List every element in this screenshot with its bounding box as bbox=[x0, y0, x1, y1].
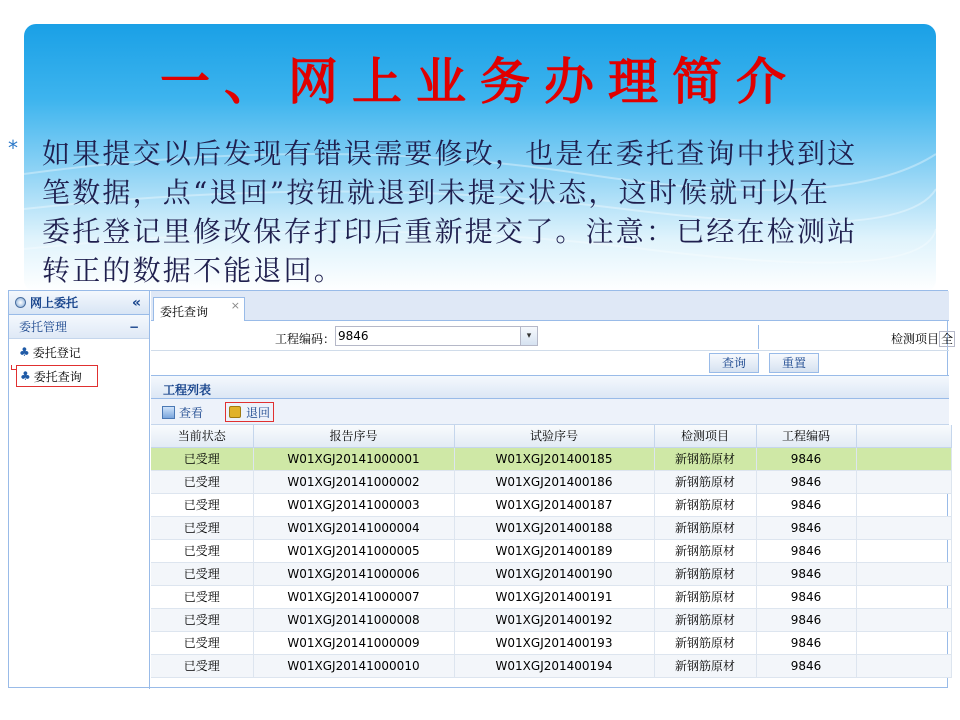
tab-label: 委托查询 bbox=[160, 305, 209, 319]
cell-status: 已受理 bbox=[151, 562, 253, 585]
table-row[interactable] bbox=[151, 631, 951, 654]
cell-test-item: 新钢筋原材 bbox=[654, 539, 756, 562]
cell-project-code: 9846 bbox=[756, 562, 856, 585]
cell-test-no: W01XGJ201400186 bbox=[454, 470, 654, 493]
cell-status: 已受理 bbox=[151, 654, 253, 677]
cell-extra bbox=[856, 562, 951, 585]
column-header[interactable] bbox=[856, 425, 951, 447]
cell-extra bbox=[856, 447, 951, 470]
table-row[interactable] bbox=[151, 654, 951, 677]
sidebar-section-header[interactable] bbox=[9, 315, 149, 339]
view-button-label: 查看 bbox=[179, 405, 204, 420]
table-row[interactable] bbox=[151, 470, 951, 493]
cell-report-no: W01XGJ20141000003 bbox=[253, 493, 454, 516]
cell-test-item: 新钢筋原材 bbox=[654, 608, 756, 631]
table-row[interactable] bbox=[151, 562, 951, 585]
cell-test-no: W01XGJ201400189 bbox=[454, 539, 654, 562]
sidebar-section-label: 委托管理 bbox=[19, 320, 68, 334]
filter-buttons bbox=[151, 351, 949, 375]
cell-project-code: 9846 bbox=[756, 516, 856, 539]
cell-project-code: 9846 bbox=[756, 631, 856, 654]
reset-button[interactable]: 重置 bbox=[769, 353, 819, 373]
cell-test-no: W01XGJ201400188 bbox=[454, 516, 654, 539]
section-toggle-button[interactable]: − bbox=[128, 319, 139, 334]
cell-extra bbox=[856, 608, 951, 631]
collapse-sidebar-button[interactable]: « bbox=[131, 294, 141, 311]
cell-report-no: W01XGJ20141000001 bbox=[253, 447, 454, 470]
tab-bar bbox=[151, 291, 949, 321]
column-header[interactable]: 试验序号 bbox=[454, 425, 654, 447]
cell-report-no: W01XGJ20141000004 bbox=[253, 516, 454, 539]
annotation-mark bbox=[11, 365, 17, 370]
cell-report-no: W01XGJ20141000007 bbox=[253, 585, 454, 608]
grid-toolbar bbox=[151, 399, 949, 425]
table-row[interactable] bbox=[151, 608, 951, 631]
sidebar-header-label: 网上委托 bbox=[30, 296, 79, 310]
chevron-down-icon[interactable]: ▾ bbox=[520, 327, 537, 345]
tree-node-icon: ♣ bbox=[20, 369, 31, 383]
lock-icon bbox=[229, 406, 241, 418]
table-header-row bbox=[151, 425, 951, 447]
cell-test-item: 新钢筋原材 bbox=[654, 493, 756, 516]
project-code-combobox[interactable] bbox=[335, 326, 538, 346]
cell-extra bbox=[856, 585, 951, 608]
cell-extra bbox=[856, 516, 951, 539]
cell-project-code: 9846 bbox=[756, 654, 856, 677]
test-item-label: 检测项目 全 bbox=[891, 332, 954, 346]
paragraph-line: 委托登记里修改保存打印后重新提交了。注意：已经在检测站 bbox=[42, 215, 858, 248]
cell-status: 已受理 bbox=[151, 539, 253, 562]
cell-extra bbox=[856, 470, 951, 493]
table-row[interactable] bbox=[151, 539, 951, 562]
paragraph-line: 如果提交以后发现有错误需要修改，也是在委托查询中找到这 bbox=[42, 137, 858, 170]
project-table bbox=[151, 425, 952, 678]
cell-status: 已受理 bbox=[151, 608, 253, 631]
cell-extra bbox=[856, 493, 951, 516]
cell-project-code: 9846 bbox=[756, 608, 856, 631]
cell-project-code: 9846 bbox=[756, 493, 856, 516]
cell-report-no: W01XGJ20141000002 bbox=[253, 470, 454, 493]
cell-status: 已受理 bbox=[151, 585, 253, 608]
view-icon bbox=[162, 406, 175, 419]
cell-status: 已受理 bbox=[151, 516, 253, 539]
close-icon[interactable]: × bbox=[230, 299, 240, 312]
column-header[interactable]: 工程编码 bbox=[756, 425, 856, 447]
paragraph-line: 转正的数据不能退回。 bbox=[42, 254, 345, 287]
filter-divider bbox=[758, 325, 759, 349]
cell-test-no: W01XGJ201400193 bbox=[454, 631, 654, 654]
tree-node-icon: ♣ bbox=[19, 345, 30, 359]
main-panel bbox=[151, 291, 954, 689]
project-code-label: 工程编码： bbox=[275, 332, 336, 346]
tab-query[interactable] bbox=[153, 297, 245, 321]
cell-extra bbox=[856, 631, 951, 654]
slide-paragraph bbox=[42, 134, 908, 290]
cell-status: 已受理 bbox=[151, 470, 253, 493]
table-row[interactable] bbox=[151, 493, 951, 516]
cell-status: 已受理 bbox=[151, 493, 253, 516]
grid-title: 工程列表 bbox=[151, 375, 949, 399]
cell-test-no: W01XGJ201400190 bbox=[454, 562, 654, 585]
table-row[interactable] bbox=[151, 585, 951, 608]
cell-report-no: W01XGJ20141000009 bbox=[253, 631, 454, 654]
return-button[interactable] bbox=[225, 402, 274, 422]
cell-report-no: W01XGJ20141000008 bbox=[253, 608, 454, 631]
column-header[interactable]: 当前状态 bbox=[151, 425, 253, 447]
column-header[interactable]: 报告序号 bbox=[253, 425, 454, 447]
cell-test-item: 新钢筋原材 bbox=[654, 585, 756, 608]
cell-test-item: 新钢筋原材 bbox=[654, 654, 756, 677]
return-button-label: 退回 bbox=[246, 405, 271, 420]
project-code-value: 9846 bbox=[338, 329, 369, 343]
sidebar-item-query[interactable] bbox=[16, 365, 98, 387]
cell-report-no: W01XGJ20141000005 bbox=[253, 539, 454, 562]
cell-status: 已受理 bbox=[151, 631, 253, 654]
cell-test-item: 新钢筋原材 bbox=[654, 516, 756, 539]
cell-test-item: 新钢筋原材 bbox=[654, 470, 756, 493]
cell-test-item: 新钢筋原材 bbox=[654, 562, 756, 585]
filter-bar bbox=[151, 321, 954, 351]
cell-project-code: 9846 bbox=[756, 447, 856, 470]
query-button[interactable]: 查询 bbox=[709, 353, 759, 373]
cell-project-code: 9846 bbox=[756, 539, 856, 562]
column-header[interactable]: 检测项目 bbox=[654, 425, 756, 447]
cell-extra bbox=[856, 539, 951, 562]
paragraph-line: 笔数据，点“退回”按钮就退到未提交状态，这时候就可以在 bbox=[42, 176, 831, 209]
cell-report-no: W01XGJ20141000010 bbox=[253, 654, 454, 677]
sidebar-item-register[interactable] bbox=[9, 341, 149, 363]
cell-status: 已受理 bbox=[151, 447, 253, 470]
cell-extra bbox=[856, 654, 951, 677]
cell-test-no: W01XGJ201400194 bbox=[454, 654, 654, 677]
cell-report-no: W01XGJ20141000006 bbox=[253, 562, 454, 585]
cell-test-item: 新钢筋原材 bbox=[654, 447, 756, 470]
cell-test-item: 新钢筋原材 bbox=[654, 631, 756, 654]
sidebar bbox=[9, 291, 150, 689]
cell-test-no: W01XGJ201400191 bbox=[454, 585, 654, 608]
slide-title: 一、网上业务办理简介 bbox=[160, 52, 800, 111]
view-button[interactable] bbox=[159, 402, 206, 422]
table-row[interactable] bbox=[151, 447, 951, 470]
bullet-icon: * bbox=[8, 136, 18, 160]
cell-project-code: 9846 bbox=[756, 470, 856, 493]
sidebar-header bbox=[9, 291, 149, 315]
cell-project-code: 9846 bbox=[756, 585, 856, 608]
cell-test-no: W01XGJ201400185 bbox=[454, 447, 654, 470]
sidebar-item-label: 委托查询 bbox=[33, 369, 82, 384]
app-window bbox=[8, 290, 954, 688]
test-item-field[interactable]: 全 bbox=[941, 332, 954, 346]
globe-icon bbox=[15, 297, 26, 308]
sidebar-item-label: 委托登记 bbox=[32, 345, 81, 360]
cell-test-no: W01XGJ201400187 bbox=[454, 493, 654, 516]
table-row[interactable] bbox=[151, 516, 951, 539]
cell-test-no: W01XGJ201400192 bbox=[454, 608, 654, 631]
project-list-panel bbox=[151, 375, 949, 678]
